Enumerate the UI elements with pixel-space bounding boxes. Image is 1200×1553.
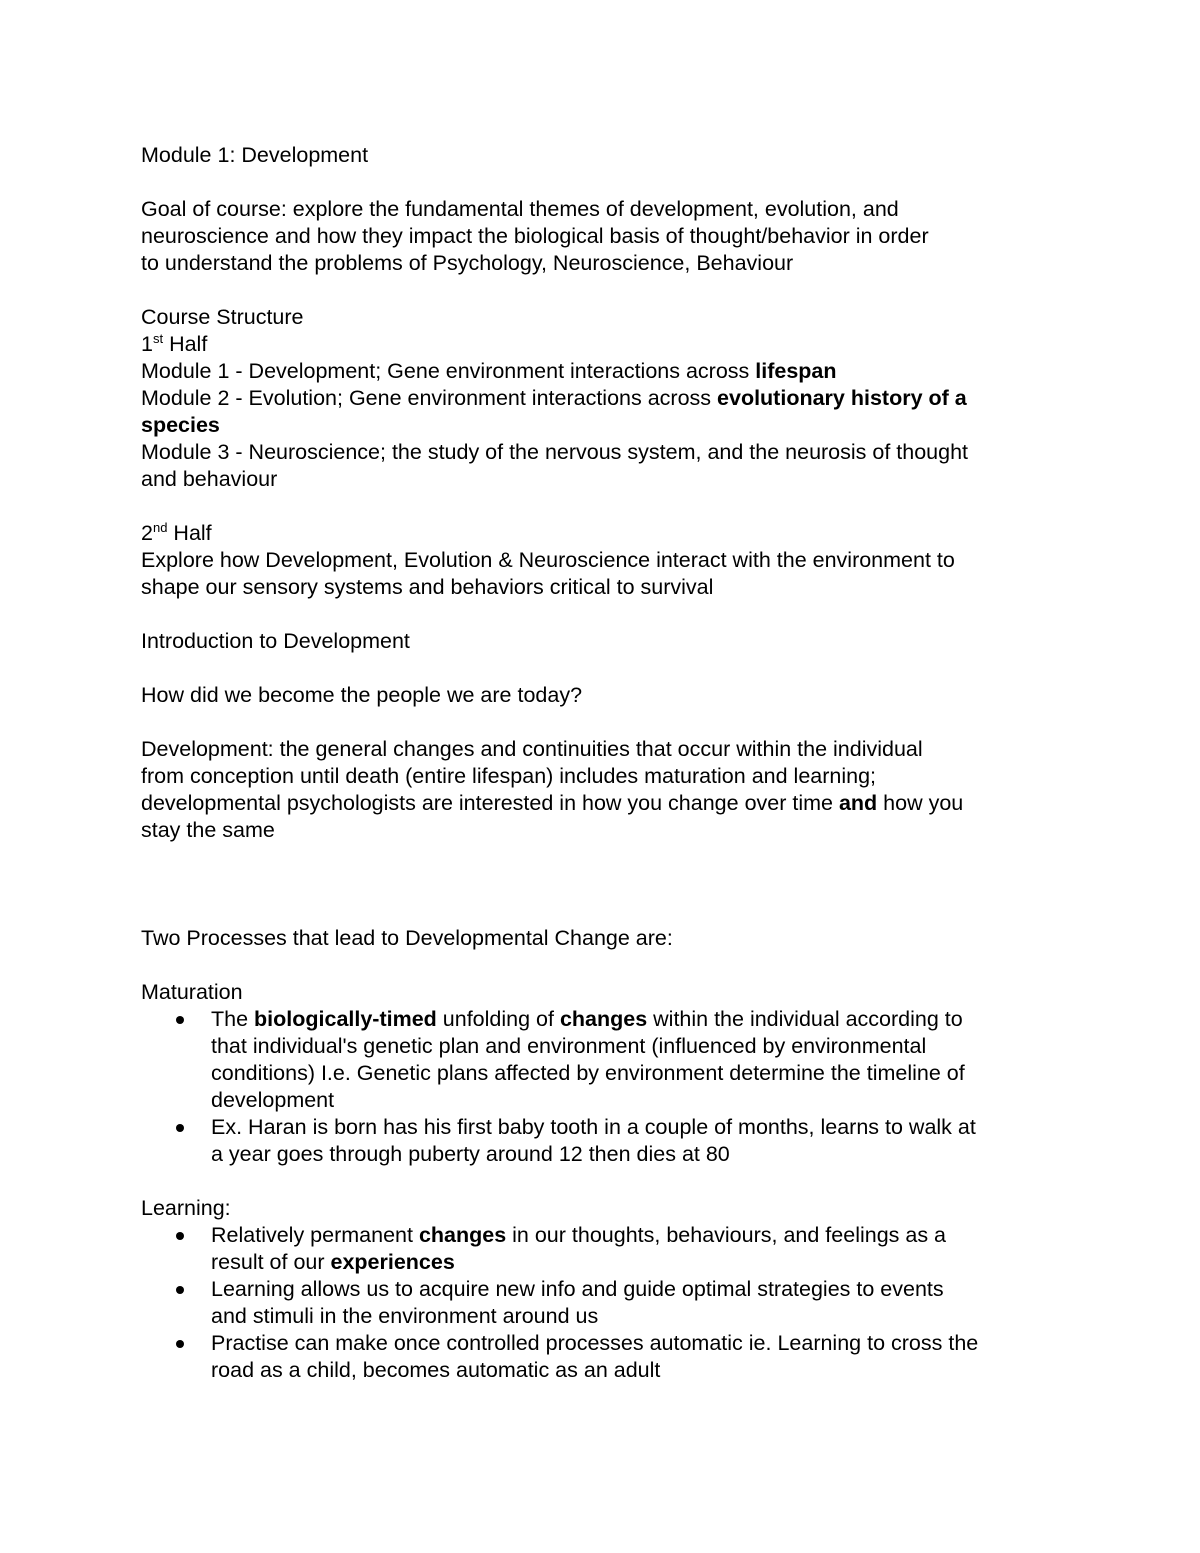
module-2-line: Module 2 - Evolution; Gene environment interactions across evolutionary history of a species <box>141 386 967 437</box>
maturation-heading: Maturation <box>141 980 243 1004</box>
course-goal: Goal of course: explore the fundamental themes of development, evolution, and neuroscience and how they impact the biological basis of thought/behavior in order to understand the problems of Psychology, Neuroscience, Behaviour <box>141 197 929 275</box>
intro-heading: Introduction to Development <box>141 629 410 653</box>
list-item: The biologically-timed unfolding of changes within the individual according to that individual's genetic plan and environment (influenced by environmental conditions) I.e. Genetic plans affected by environment determine the timeline of development <box>141 1006 1061 1114</box>
second-half-description: Explore how Development, Evolution & Neuroscience interact with the environment to shape our sensory systems and behaviors critical to survival <box>141 548 955 599</box>
list-item: Learning allows us to acquire new info and guide optimal strategies to events and stimuli in the environment around us <box>141 1276 1061 1330</box>
document-body <box>141 142 1061 1384</box>
page-title: Module 1: Development <box>141 143 369 167</box>
learning-heading: Learning: <box>141 1196 231 1220</box>
processes-heading: Two Processes that lead to Developmental Change are: <box>141 926 673 950</box>
course-structure-heading: Course Structure <box>141 305 304 329</box>
intro-question: How did we become the people we are today? <box>141 683 583 707</box>
development-definition: Development: the general changes and continuities that occur within the individual from conception until death (entire lifespan) includes maturation and learning; developmental psychologists are interested in how you change over time and how you stay the same <box>141 737 964 842</box>
list-item: Practise can make once controlled processes automatic ie. Learning to cross the road as a child, becomes automatic as an adult <box>141 1330 1061 1384</box>
first-half-heading: 1st Half <box>141 331 208 356</box>
maturation-list <box>141 1006 1061 1168</box>
second-half-heading: 2nd Half <box>141 520 212 545</box>
list-item: Ex. Haran is born has his first baby tooth in a couple of months, learns to walk at a year goes through puberty around 12 then dies at 80 <box>141 1114 1061 1168</box>
learning-list <box>141 1222 1061 1384</box>
list-item: Relatively permanent changes in our thoughts, behaviours, and feelings as a result of our experiences <box>141 1222 1061 1276</box>
module-3-line: Module 3 - Neuroscience; the study of the nervous system, and the neurosis of thought and behaviour <box>141 440 969 491</box>
module-1-line: Module 1 - Development; Gene environment interactions across lifespan <box>141 359 837 383</box>
